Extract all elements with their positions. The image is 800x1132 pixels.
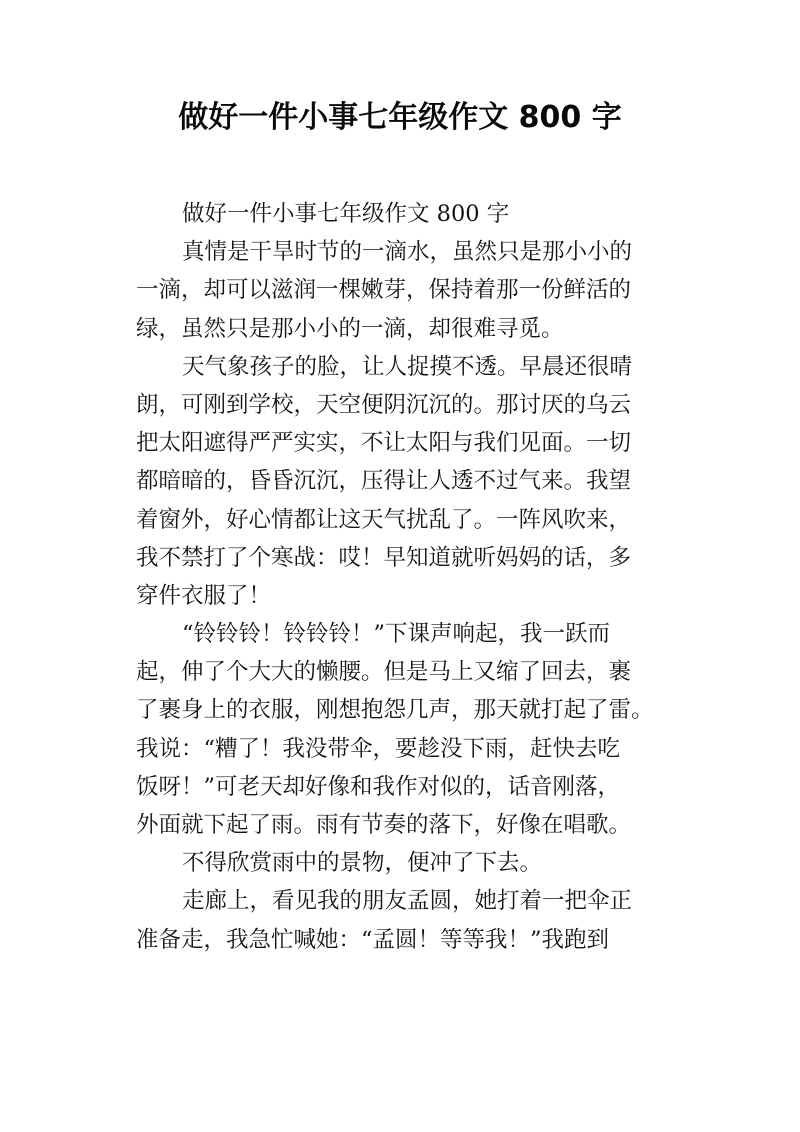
body-line: 起，伸了个大大的懒腰。但是马上又缩了回去，裹 <box>136 659 632 686</box>
body-line: 一滴，却可以滋润一棵嫩芽，保持着那一份鲜活的 <box>136 277 632 304</box>
body-line: 了裹身上的衣服，刚想抱怨几声，那天就打起了雷。 <box>136 697 654 724</box>
body-line: 外面就下起了雨。雨有节奏的落下，好像在唱歌。 <box>136 812 632 838</box>
body-line: 不得欣赏雨中的景物，便冲了下去。 <box>182 850 543 877</box>
body-line: 做好一件小事七年级作文 800 字 <box>182 201 510 227</box>
body-line: 绿，虽然只是那小小的一滴，却很难寻觅。 <box>136 315 564 342</box>
body-line: “铃铃铃！铃铃铃！”下课声响起，我一跃而 <box>182 621 611 648</box>
body-line: 着窗外，好心情都让这天气扰乱了。一阵风吹来， <box>136 506 632 533</box>
body-line: 饭呀！”可老天却好像和我作对似的，话音刚落， <box>136 773 621 800</box>
body-line: 走廊上，看见我的朋友孟圆，她打着一把伞正 <box>182 888 633 915</box>
body-line: 朗，可刚到学校，天空便阴沉沉的。那讨厌的乌云 <box>136 391 632 418</box>
body-line: 我说：“糟了！我没带伞，要趁没下雨，赶快去吃 <box>136 735 621 762</box>
body-line: 真情是干旱时节的一滴水，虽然只是那小小的 <box>182 239 633 266</box>
body-line: 准备走，我急忙喊她：“孟圆！等等我！”我跑到 <box>136 926 610 953</box>
body-line: 穿件衣服了！ <box>136 582 272 609</box>
document-body <box>136 195 676 959</box>
body-line: 都暗暗的，昏昏沉沉，压得让人透不过气来。我望 <box>136 468 632 495</box>
body-line: 天气象孩子的脸，让人捉摸不透。早晨还很晴 <box>182 353 633 380</box>
document-title: 做好一件小事七年级作文 800 字 <box>178 100 622 135</box>
body-line: 把太阳遮得严严实实，不让太阳与我们见面。一切 <box>136 430 632 457</box>
body-line: 我不禁打了个寒战：哎！早知道就听妈妈的话，多 <box>136 544 632 571</box>
